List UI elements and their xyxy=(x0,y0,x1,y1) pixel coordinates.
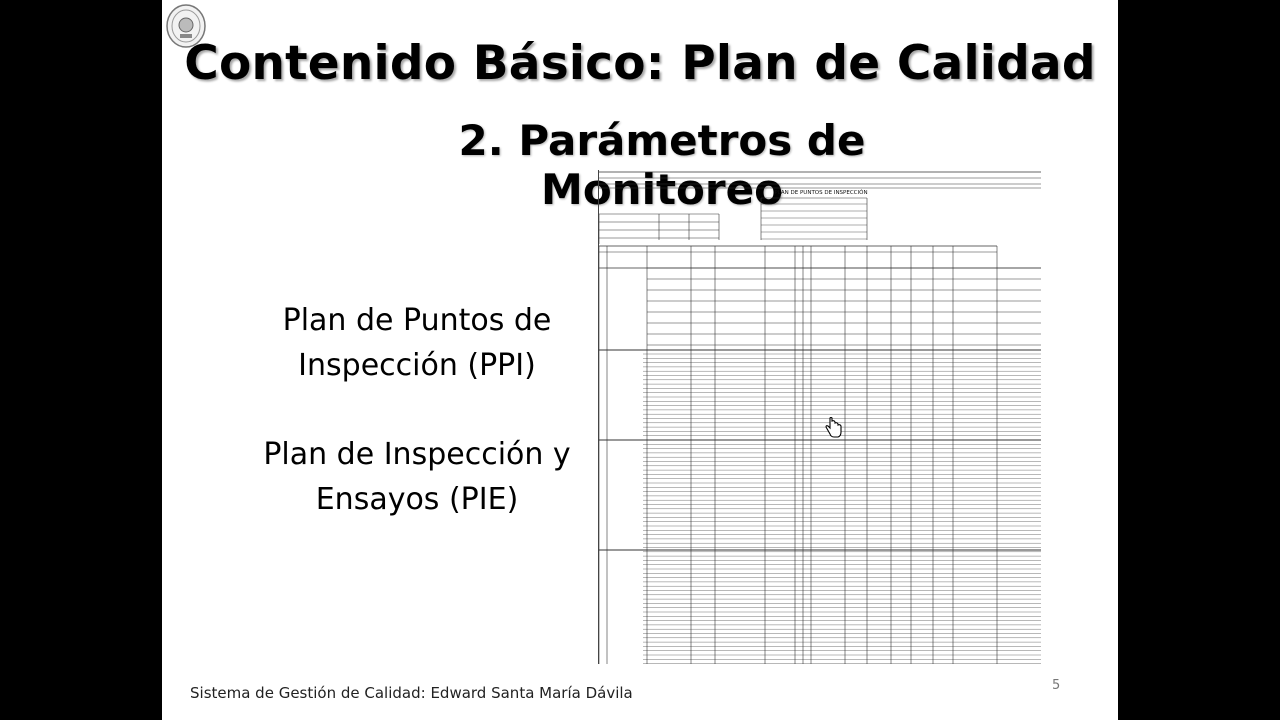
bullet-ppi xyxy=(242,298,592,388)
footer-text: Sistema de Gestión de Calidad: Edward Santa María Dávila xyxy=(190,684,633,702)
hand-pointer-icon xyxy=(824,417,842,439)
bullet-pie-line2: Ensayos (PIE) xyxy=(315,482,519,517)
bullet-pie-line1: Plan de Inspección y xyxy=(263,437,571,472)
bullet-ppi-line2: Inspección (PPI) xyxy=(298,348,536,383)
sheet-header: PLAN DE PUNTOS DE INSPECCIÓN xyxy=(774,190,868,196)
bullet-pie xyxy=(222,432,612,522)
slide xyxy=(162,0,1118,720)
page-number: 5 xyxy=(1052,678,1061,693)
inspection-plan-spreadsheet xyxy=(598,170,1041,664)
bullet-ppi-line1: Plan de Puntos de xyxy=(282,303,552,338)
slide-title: Contenido Básico: Plan de Calidad xyxy=(184,36,1096,91)
slide-subtitle: 2. Parámetros de Monitoreo xyxy=(458,116,866,214)
